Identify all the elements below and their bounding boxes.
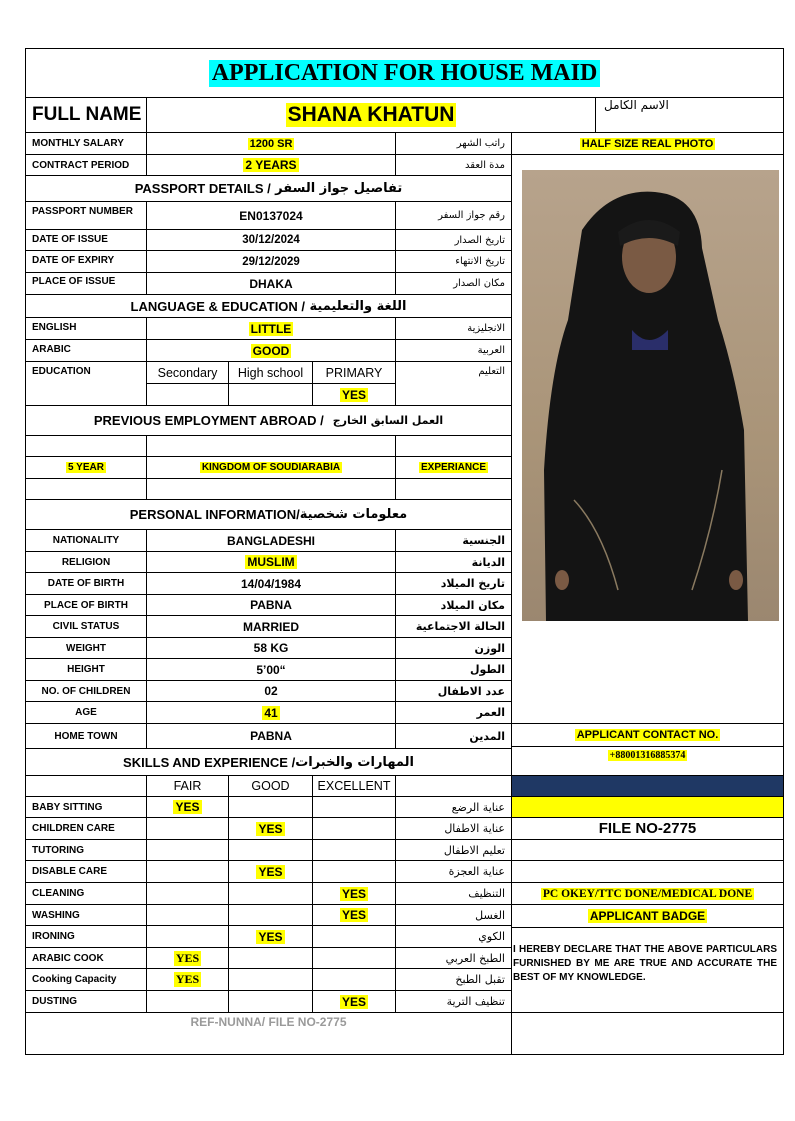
personal-value: MARRIED bbox=[243, 619, 299, 634]
passport-heading-arabic: تفاصيل جواز السفر bbox=[275, 181, 403, 196]
education-secondary-mark bbox=[146, 383, 229, 406]
employment-blank-1a bbox=[25, 435, 147, 457]
english-arabic: الانجليزية bbox=[467, 323, 505, 334]
skill-fair-mark: YES bbox=[175, 972, 200, 986]
skill-fair-cell bbox=[146, 925, 229, 948]
contact-label: APPLICANT CONTACT NO. bbox=[576, 729, 719, 741]
language-heading bbox=[25, 294, 512, 318]
skill-label: CLEANING bbox=[25, 882, 147, 905]
contract-period-label: CONTRACT PERIOD bbox=[25, 154, 147, 176]
personal-arabic: تاريخ الميلاد bbox=[440, 577, 505, 590]
arabic-cell bbox=[146, 339, 396, 362]
personal-heading-arabic: معلومات شخصية bbox=[299, 507, 408, 522]
employment-blank-1b bbox=[146, 435, 396, 457]
skill-arabic-cell bbox=[395, 882, 512, 905]
skill-arabic: الغسل bbox=[475, 908, 505, 922]
skill-arabic: تقبل الطبخ bbox=[455, 973, 505, 986]
personal-label: RELIGION bbox=[25, 551, 147, 573]
badge-cell bbox=[511, 904, 784, 928]
personal-label: PLACE OF BIRTH bbox=[25, 594, 147, 616]
language-heading-arabic: اللغة والتعليمية bbox=[309, 298, 407, 314]
skill-excellent-cell bbox=[312, 860, 396, 883]
skill-fair-cell bbox=[146, 860, 229, 883]
personal-label: HEIGHT bbox=[25, 658, 147, 681]
skill-good-cell bbox=[228, 839, 313, 861]
employment-blank-1c bbox=[395, 435, 512, 457]
personal-value: 14/04/1984 bbox=[240, 576, 302, 591]
status-cell bbox=[511, 882, 784, 905]
skills-header-arabic-blank bbox=[395, 775, 512, 797]
personal-value: BANGLADESHI bbox=[226, 533, 315, 548]
skill-good-cell bbox=[228, 817, 313, 840]
file-number: FILE NO-2775 bbox=[511, 817, 784, 840]
skill-excellent-mark: YES bbox=[341, 908, 366, 922]
personal-value-cell bbox=[146, 680, 396, 702]
place-of-issue-arabic: مكان الصدار bbox=[453, 278, 505, 289]
personal-arabic-cell bbox=[395, 529, 512, 552]
personal-value-cell bbox=[146, 701, 396, 724]
skill-fair-cell bbox=[146, 990, 229, 1013]
personal-value: PABNA bbox=[250, 598, 292, 612]
skills-header-blank bbox=[25, 775, 147, 797]
monthly-salary-value: 1200 SR bbox=[249, 137, 293, 150]
contract-period-arabic: مدة العقد bbox=[465, 159, 505, 171]
skill-good-cell bbox=[228, 904, 313, 926]
education-primary-yes: YES bbox=[341, 387, 366, 402]
skill-arabic-cell bbox=[395, 947, 512, 969]
personal-value: PABNA bbox=[250, 729, 292, 743]
passport-number-arabic: رقم جواز السفر bbox=[438, 210, 505, 221]
personal-arabic: المدين bbox=[469, 729, 505, 743]
skills-heading-arabic: المهارات والخبرات bbox=[295, 754, 414, 770]
arabic-arabic-cell bbox=[395, 339, 512, 362]
place-of-issue-arabic-cell bbox=[395, 272, 512, 295]
personal-arabic: الحالة الاجتماعية bbox=[415, 620, 505, 633]
contract-period-cell bbox=[146, 154, 396, 176]
skill-fair-cell bbox=[146, 904, 229, 926]
skill-excellent-mark: YES bbox=[341, 886, 366, 901]
personal-arabic: الديانة bbox=[471, 555, 505, 569]
right-blank-1 bbox=[511, 839, 784, 861]
full-name-value-cell bbox=[146, 97, 596, 133]
issue-date-arabic-cell bbox=[395, 229, 512, 251]
skill-label: IRONING bbox=[25, 925, 147, 948]
skill-excellent-cell bbox=[312, 904, 396, 926]
applicant-photo bbox=[522, 170, 779, 621]
employment-type: EXPERIANCE bbox=[420, 462, 486, 473]
right-blank-2 bbox=[511, 860, 784, 883]
employment-country: KINGDOM OF SOUDIARABIA bbox=[201, 462, 341, 473]
monthly-salary-arabic: راتب الشهر bbox=[456, 138, 505, 149]
skill-fair-mark: YES bbox=[175, 800, 200, 814]
education-primary: PRIMARY bbox=[312, 361, 396, 384]
skill-label: DUSTING bbox=[25, 990, 147, 1013]
expiry-date-arabic: تاريخ الانتهاء bbox=[455, 256, 505, 267]
skill-fair-cell bbox=[146, 882, 229, 905]
skill-good-mark: YES bbox=[258, 929, 283, 944]
education-arabic-cell bbox=[395, 361, 512, 406]
passport-number-arabic-cell bbox=[395, 201, 512, 230]
skill-arabic-cell bbox=[395, 860, 512, 883]
skill-fair-cell bbox=[146, 947, 229, 969]
employment-heading-text: PREVIOUS EMPLOYMENT ABROAD / bbox=[93, 413, 324, 428]
skill-arabic: التنظيف bbox=[468, 887, 505, 900]
passport-number-value: EN0137024 bbox=[146, 201, 396, 230]
full-name-value: SHANA KHATUN bbox=[287, 103, 455, 126]
skill-label: BABY SITTING bbox=[25, 796, 147, 818]
personal-arabic-cell bbox=[395, 658, 512, 681]
skill-good-cell bbox=[228, 882, 313, 905]
reference-text: REF-NUNNA/ FILE NO-2775 bbox=[190, 1015, 347, 1029]
personal-arabic-cell bbox=[395, 594, 512, 616]
employment-blank-2c bbox=[395, 478, 512, 500]
contract-period-value: 2 YEARS bbox=[245, 158, 297, 172]
monthly-salary-cell bbox=[146, 132, 396, 155]
personal-arabic-cell bbox=[395, 723, 512, 749]
personal-label: HOME TOWN bbox=[25, 723, 147, 749]
contact-value: +88001316885374 bbox=[609, 750, 686, 761]
skill-arabic: عناية الرضع bbox=[451, 800, 505, 814]
arabic-arabic: العربية bbox=[477, 345, 505, 356]
skill-good-cell bbox=[228, 990, 313, 1013]
personal-arabic: الطول bbox=[469, 663, 505, 676]
skill-arabic-cell bbox=[395, 990, 512, 1013]
employment-blank-2a bbox=[25, 478, 147, 500]
personal-arabic-cell bbox=[395, 551, 512, 573]
skill-level-excellent: EXCELLENT bbox=[312, 775, 396, 797]
personal-value: 58 KG bbox=[253, 641, 289, 655]
skill-fair-mark: YES bbox=[175, 950, 200, 965]
skill-fair-cell bbox=[146, 796, 229, 818]
skill-label: CHILDREN CARE bbox=[25, 817, 147, 840]
personal-value-cell bbox=[146, 658, 396, 681]
form-title: APPLICATION FOR HOUSE MAID bbox=[209, 60, 601, 87]
skill-excellent-cell bbox=[312, 925, 396, 948]
skill-fair-cell bbox=[146, 968, 229, 991]
applicant-badge: APPLICANT BADGE bbox=[589, 909, 706, 923]
skill-arabic-cell bbox=[395, 839, 512, 861]
full-name-arabic: الاسم الكامل bbox=[604, 98, 669, 112]
full-name-arabic-cell bbox=[595, 97, 784, 133]
skill-arabic: عناية العجزة bbox=[448, 865, 505, 878]
employment-type-cell bbox=[395, 456, 512, 479]
skill-label: Cooking Capacity bbox=[25, 968, 147, 991]
skill-arabic-cell bbox=[395, 904, 512, 926]
personal-value-cell bbox=[146, 637, 396, 659]
bottom-right-blank bbox=[511, 1012, 784, 1055]
skill-label: ARABIC COOK bbox=[25, 947, 147, 969]
declaration: I HEREBY DECLARE THAT THE ABOVE PARTICULARS FURNISHED BY ME ARE TRUE AND ACCURATE THE BEST OF MY KNOWLEDGE. bbox=[511, 927, 784, 1013]
personal-value-cell bbox=[146, 529, 396, 552]
education-secondary: Secondary bbox=[146, 361, 229, 384]
employment-heading bbox=[25, 405, 512, 436]
skill-label: TUTORING bbox=[25, 839, 147, 861]
education-high-school-mark bbox=[228, 383, 313, 406]
education-arabic: التعليم bbox=[478, 366, 505, 377]
employment-years: 5 YEAR bbox=[68, 462, 104, 473]
personal-label: DATE OF BIRTH bbox=[25, 572, 147, 595]
skills-heading bbox=[25, 748, 512, 776]
skill-excellent-cell bbox=[312, 839, 396, 861]
personal-arabic-cell bbox=[395, 637, 512, 659]
arabic-value: GOOD bbox=[252, 343, 290, 358]
employment-years-cell bbox=[25, 456, 147, 479]
education-label: EDUCATION bbox=[25, 361, 147, 406]
english-label: ENGLISH bbox=[25, 317, 147, 340]
monthly-salary-arabic-cell bbox=[395, 132, 512, 155]
skill-excellent-cell bbox=[312, 882, 396, 905]
passport-heading-text: PASSPORT DETAILS / bbox=[134, 181, 271, 196]
personal-arabic: الجنسية bbox=[462, 534, 505, 547]
personal-value-cell bbox=[146, 723, 396, 749]
yellow-band bbox=[511, 796, 784, 818]
english-value: LITTLE bbox=[250, 321, 292, 336]
passport-number-label: PASSPORT NUMBER bbox=[25, 201, 147, 230]
skill-excellent-cell bbox=[312, 968, 396, 991]
skill-fair-cell bbox=[146, 839, 229, 861]
skill-good-mark: YES bbox=[258, 821, 283, 836]
personal-value-cell bbox=[146, 551, 396, 573]
education-primary-mark bbox=[312, 383, 396, 406]
personal-value: 41 bbox=[264, 705, 278, 720]
personal-value: MUSLIM bbox=[247, 555, 295, 569]
skill-excellent-cell bbox=[312, 817, 396, 840]
photo-label-cell bbox=[511, 132, 784, 155]
personal-label: AGE bbox=[25, 701, 147, 724]
personal-arabic: الوزن bbox=[474, 641, 505, 655]
personal-arabic-cell bbox=[395, 615, 512, 638]
skill-arabic-cell bbox=[395, 968, 512, 991]
skill-level-fair: FAIR bbox=[146, 775, 229, 797]
contract-period-arabic-cell bbox=[395, 154, 512, 176]
skill-good-mark: YES bbox=[258, 864, 283, 879]
skills-heading-text: SKILLS AND EXPERIENCE / bbox=[123, 754, 296, 770]
skill-arabic: تعليم الاطفال bbox=[443, 843, 505, 857]
personal-arabic: مكان الميلاد bbox=[440, 598, 505, 612]
expiry-date-arabic-cell bbox=[395, 250, 512, 273]
contact-label-cell bbox=[511, 723, 784, 747]
personal-label: NATIONALITY bbox=[25, 529, 147, 552]
reference-cell bbox=[25, 1012, 512, 1055]
skill-arabic: تنظيف الترية bbox=[446, 995, 505, 1008]
personal-arabic-cell bbox=[395, 680, 512, 702]
skill-arabic: عناية الاطفال bbox=[444, 822, 505, 835]
personal-label: WEIGHT bbox=[25, 637, 147, 659]
issue-date-value: 30/12/2024 bbox=[146, 229, 396, 251]
english-arabic-cell bbox=[395, 317, 512, 340]
place-of-issue-value: DHAKA bbox=[146, 272, 396, 295]
skill-label: WASHING bbox=[25, 904, 147, 926]
passport-heading bbox=[25, 175, 512, 202]
skill-good-cell bbox=[228, 860, 313, 883]
skill-good-cell bbox=[228, 925, 313, 948]
skill-excellent-cell bbox=[312, 796, 396, 818]
english-cell bbox=[146, 317, 396, 340]
education-high-school: High school bbox=[228, 361, 313, 384]
skill-excellent-mark: YES bbox=[341, 994, 366, 1009]
navy-band bbox=[511, 775, 784, 797]
skill-arabic-cell bbox=[395, 796, 512, 818]
personal-label: NO. OF CHILDREN bbox=[25, 680, 147, 702]
skill-excellent-cell bbox=[312, 947, 396, 969]
arabic-label: ARABIC bbox=[25, 339, 147, 362]
title-row bbox=[25, 48, 784, 98]
status-text: PC OKEY/TTC DONE/MEDICAL DONE bbox=[542, 887, 753, 900]
skill-label: DISABLE CARE bbox=[25, 860, 147, 883]
monthly-salary-label: MONTHLY SALARY bbox=[25, 132, 147, 155]
personal-heading-text: PERSONAL INFORMATION/ bbox=[129, 507, 300, 522]
personal-arabic: عدد الاطفال bbox=[437, 684, 505, 698]
contact-value-cell bbox=[511, 746, 784, 776]
personal-arabic-cell bbox=[395, 701, 512, 724]
personal-value: 02 bbox=[264, 684, 278, 698]
personal-value: 5’00“ bbox=[256, 662, 286, 677]
employment-blank-2b bbox=[146, 478, 396, 500]
personal-label: CIVIL STATUS bbox=[25, 615, 147, 638]
photo-label: HALF SIZE REAL PHOTO bbox=[581, 137, 714, 150]
skill-arabic: الكوي bbox=[478, 930, 505, 943]
place-of-issue-label: PLACE OF ISSUE bbox=[25, 272, 147, 295]
skill-excellent-cell bbox=[312, 990, 396, 1013]
expiry-date-label: DATE OF EXPIRY bbox=[25, 250, 147, 273]
personal-value-cell bbox=[146, 594, 396, 616]
skill-arabic-cell bbox=[395, 817, 512, 840]
applicant-photo-illustration bbox=[522, 170, 779, 621]
skill-good-cell bbox=[228, 968, 313, 991]
personal-arabic-cell bbox=[395, 572, 512, 595]
personal-value-cell bbox=[146, 572, 396, 595]
skill-level-good: GOOD bbox=[228, 775, 313, 797]
personal-value-cell bbox=[146, 615, 396, 638]
personal-arabic: العمر bbox=[476, 706, 505, 719]
full-name-label: FULL NAME bbox=[25, 97, 147, 133]
issue-date-arabic: تاريخ الصدار bbox=[454, 234, 505, 246]
skill-good-cell bbox=[228, 947, 313, 969]
employment-country-cell bbox=[146, 456, 396, 479]
skill-arabic-cell bbox=[395, 925, 512, 948]
skill-good-cell bbox=[228, 796, 313, 818]
issue-date-label: DATE OF ISSUE bbox=[25, 229, 147, 251]
personal-heading bbox=[25, 499, 512, 530]
skill-fair-cell bbox=[146, 817, 229, 840]
language-heading-text: LANGUAGE & EDUCATION / bbox=[130, 298, 306, 314]
skill-arabic: الطبخ العربي bbox=[445, 951, 505, 965]
expiry-date-value: 29/12/2029 bbox=[146, 250, 396, 273]
employment-heading-arabic: العمل السابق الخارج bbox=[332, 414, 444, 427]
